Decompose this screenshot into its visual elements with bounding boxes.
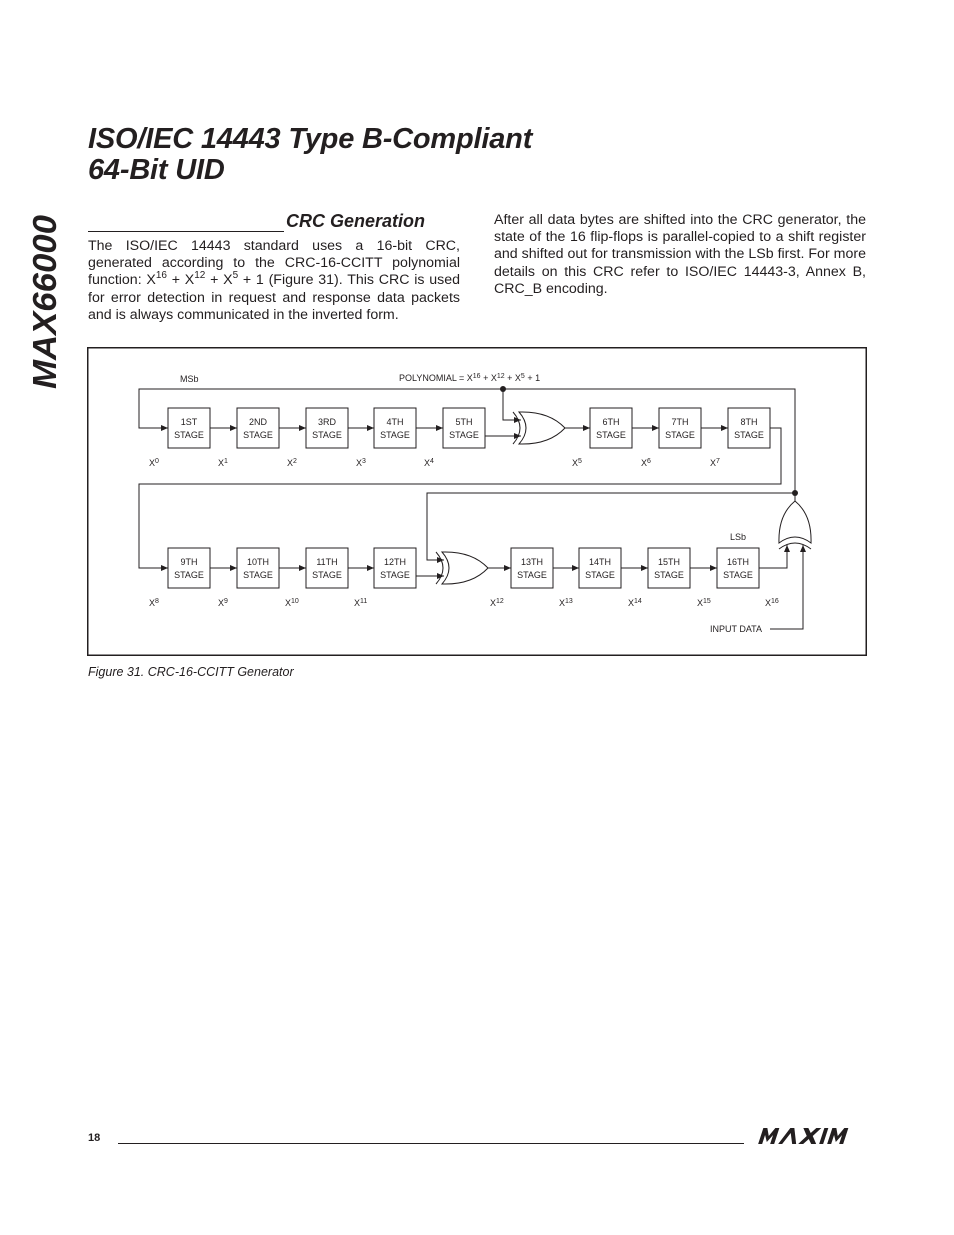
shift-wire <box>759 545 787 568</box>
feedback-wire <box>503 389 521 420</box>
stage-label: STAGE <box>665 430 695 440</box>
polynomial-part: + X <box>504 373 521 383</box>
page-number: 18 <box>88 1132 101 1144</box>
feedback-wire <box>427 493 795 560</box>
para-left-text-a: The ISO/IEC 14443 standard uses a 16-bit CRC, generated according to the CRC-16-CCITT polynomial function: X <box>88 238 460 289</box>
side-title <box>12 213 66 391</box>
tap-exponent: 15 <box>703 597 711 605</box>
stage-label: 1ST <box>180 417 198 427</box>
polynomial-part: POLYNOMIAL = X <box>399 373 473 383</box>
stage-label: 2ND <box>248 417 268 427</box>
stage-label: 14TH <box>588 557 612 567</box>
tap-label <box>218 458 228 469</box>
input-data-label: INPUT DATA <box>710 624 763 634</box>
tap-exponent: 4 <box>430 457 434 465</box>
paragraph-crc-description <box>88 238 460 324</box>
tap-base: X <box>287 458 294 468</box>
xor-gate-icon <box>513 412 565 444</box>
stage-box <box>717 548 759 588</box>
tap-exponent: 6 <box>647 457 651 465</box>
stage-label: STAGE <box>734 430 764 440</box>
figure-caption: Figure 31. CRC-16-CCITT Generator <box>88 665 294 679</box>
tap-exponent: 5 <box>578 457 582 465</box>
section-heading: CRC Generation <box>286 211 426 231</box>
para-left-sup-c: 5 <box>232 269 239 281</box>
tap-label <box>356 458 366 469</box>
stage-box <box>511 548 553 588</box>
document-title-line-1: ISO/IEC 14443 Type B-Compliant <box>88 123 533 155</box>
stage-box <box>590 408 632 448</box>
stage-label: 7TH <box>671 417 689 427</box>
stage-label: STAGE <box>174 430 204 440</box>
stage-label: 8TH <box>740 417 758 427</box>
tap-base: X <box>710 458 717 468</box>
stage-label: STAGE <box>380 430 410 440</box>
stage-box <box>168 548 210 588</box>
tap-base: X <box>490 598 497 608</box>
para-left-text-d: + 1 (Figure 31). This CRC is used for error detection in request and response data packets and is always communicated in the inverted form. <box>88 272 460 323</box>
polynomial-part: 5 <box>520 372 525 380</box>
tap-exponent: 3 <box>362 457 366 465</box>
tap-base: X <box>356 458 363 468</box>
stage-label: 12TH <box>383 557 407 567</box>
stage-box <box>648 548 690 588</box>
stage-box <box>659 408 701 448</box>
side-title-text: MAX66000 <box>26 223 63 389</box>
tap-label <box>285 598 299 609</box>
footer-rule <box>118 1143 744 1144</box>
polynomial-label <box>399 373 540 384</box>
paragraph-crc-output: After all data bytes are shifted into the CRC generator, the state of the 16 flip-flops is parallel-copied to a shift register and shifted out for transmission with the LSb first. For more details on this CRC refer to ISO/IEC 14443-3, Annex B, CRC_B encoding. <box>494 212 866 297</box>
para-left-sup-a: 16 <box>155 269 167 281</box>
stage-label: STAGE <box>585 570 615 580</box>
stage-box <box>306 548 348 588</box>
para-left-sup-b: 12 <box>194 269 206 281</box>
stage-label: STAGE <box>312 430 342 440</box>
tap-label <box>149 458 159 469</box>
shift-wire <box>139 428 781 568</box>
tap-label <box>287 458 297 469</box>
tap-label <box>765 598 779 609</box>
stage-label: STAGE <box>243 430 273 440</box>
stage-label: 4TH <box>386 417 404 427</box>
stage-box <box>237 408 279 448</box>
tap-label <box>149 598 159 609</box>
stage-label: STAGE <box>723 570 753 580</box>
tap-label <box>218 598 228 609</box>
tap-label <box>697 598 711 609</box>
stage-box <box>728 408 770 448</box>
tap-exponent: 10 <box>291 597 299 605</box>
tap-base: X <box>149 598 156 608</box>
tap-base: X <box>285 598 292 608</box>
stage-label: STAGE <box>380 570 410 580</box>
tap-exponent: 7 <box>716 457 720 465</box>
tap-base: X <box>765 598 772 608</box>
tap-base: X <box>559 598 566 608</box>
tap-base: X <box>572 458 579 468</box>
stage-label: 10TH <box>246 557 270 567</box>
stage-label: STAGE <box>654 570 684 580</box>
tap-base: X <box>149 458 156 468</box>
lsb-label: LSb <box>730 532 747 542</box>
polynomial-part: 12 <box>496 372 505 380</box>
tap-base: X <box>218 598 225 608</box>
tap-label <box>641 458 651 469</box>
para-left-text-c: + X <box>205 272 233 289</box>
para-left-text-b: + X <box>166 272 195 289</box>
tap-exponent: 0 <box>155 457 159 465</box>
xor-gate-icon <box>436 552 488 584</box>
stage-label: 9TH <box>180 557 198 567</box>
stage-label: STAGE <box>517 570 547 580</box>
document-title <box>88 124 532 186</box>
tap-base: X <box>424 458 431 468</box>
tap-label <box>354 598 367 609</box>
tap-base: X <box>697 598 704 608</box>
stage-box <box>374 548 416 588</box>
figure-crc-generator <box>87 347 867 656</box>
figure-border <box>88 348 867 656</box>
tap-base: X <box>354 598 361 608</box>
stage-box <box>443 408 485 448</box>
section-heading-rule <box>88 231 284 232</box>
stage-box <box>306 408 348 448</box>
stage-label: STAGE <box>449 430 479 440</box>
stage-box <box>237 548 279 588</box>
stage-box <box>374 408 416 448</box>
tap-base: X <box>628 598 635 608</box>
tap-label <box>559 598 573 609</box>
maxim-logo-icon <box>756 1126 864 1146</box>
tap-label <box>628 598 642 609</box>
stage-label: 5TH <box>455 417 473 427</box>
tap-exponent: 1 <box>224 457 228 465</box>
stage-label: 3RD <box>317 417 337 427</box>
stage-label: STAGE <box>312 570 342 580</box>
tap-base: X <box>218 458 225 468</box>
stage-label: STAGE <box>596 430 626 440</box>
tap-exponent: 11 <box>360 597 368 605</box>
stage-label: STAGE <box>174 570 204 580</box>
crc-generator-diagram <box>87 347 867 656</box>
msb-label: MSb <box>180 374 199 384</box>
tap-label <box>710 458 720 469</box>
tap-label <box>572 458 582 469</box>
stage-label: 16TH <box>726 557 750 567</box>
tap-exponent: 2 <box>293 457 297 465</box>
tap-label <box>424 458 434 469</box>
stage-label: 11TH <box>316 557 338 567</box>
tap-exponent: 16 <box>771 597 779 605</box>
polynomial-part: 16 <box>472 372 481 380</box>
input-xor-gate-icon <box>779 501 811 549</box>
stage-box <box>168 408 210 448</box>
document-title-line-2: 64-Bit UID <box>88 154 225 186</box>
polynomial-part: + 1 <box>524 373 541 383</box>
stage-box <box>579 548 621 588</box>
tap-exponent: 9 <box>224 597 228 605</box>
stage-label: 6TH <box>602 417 620 427</box>
tap-exponent: 12 <box>496 597 504 605</box>
tap-base: X <box>641 458 648 468</box>
tap-label <box>490 598 504 609</box>
stage-label: 15TH <box>657 557 681 567</box>
tap-exponent: 14 <box>634 597 642 605</box>
tap-exponent: 8 <box>155 597 159 605</box>
polynomial-part: + X <box>480 373 497 383</box>
stage-label: STAGE <box>243 570 273 580</box>
tap-exponent: 13 <box>565 597 573 605</box>
stage-label: 13TH <box>520 557 544 567</box>
